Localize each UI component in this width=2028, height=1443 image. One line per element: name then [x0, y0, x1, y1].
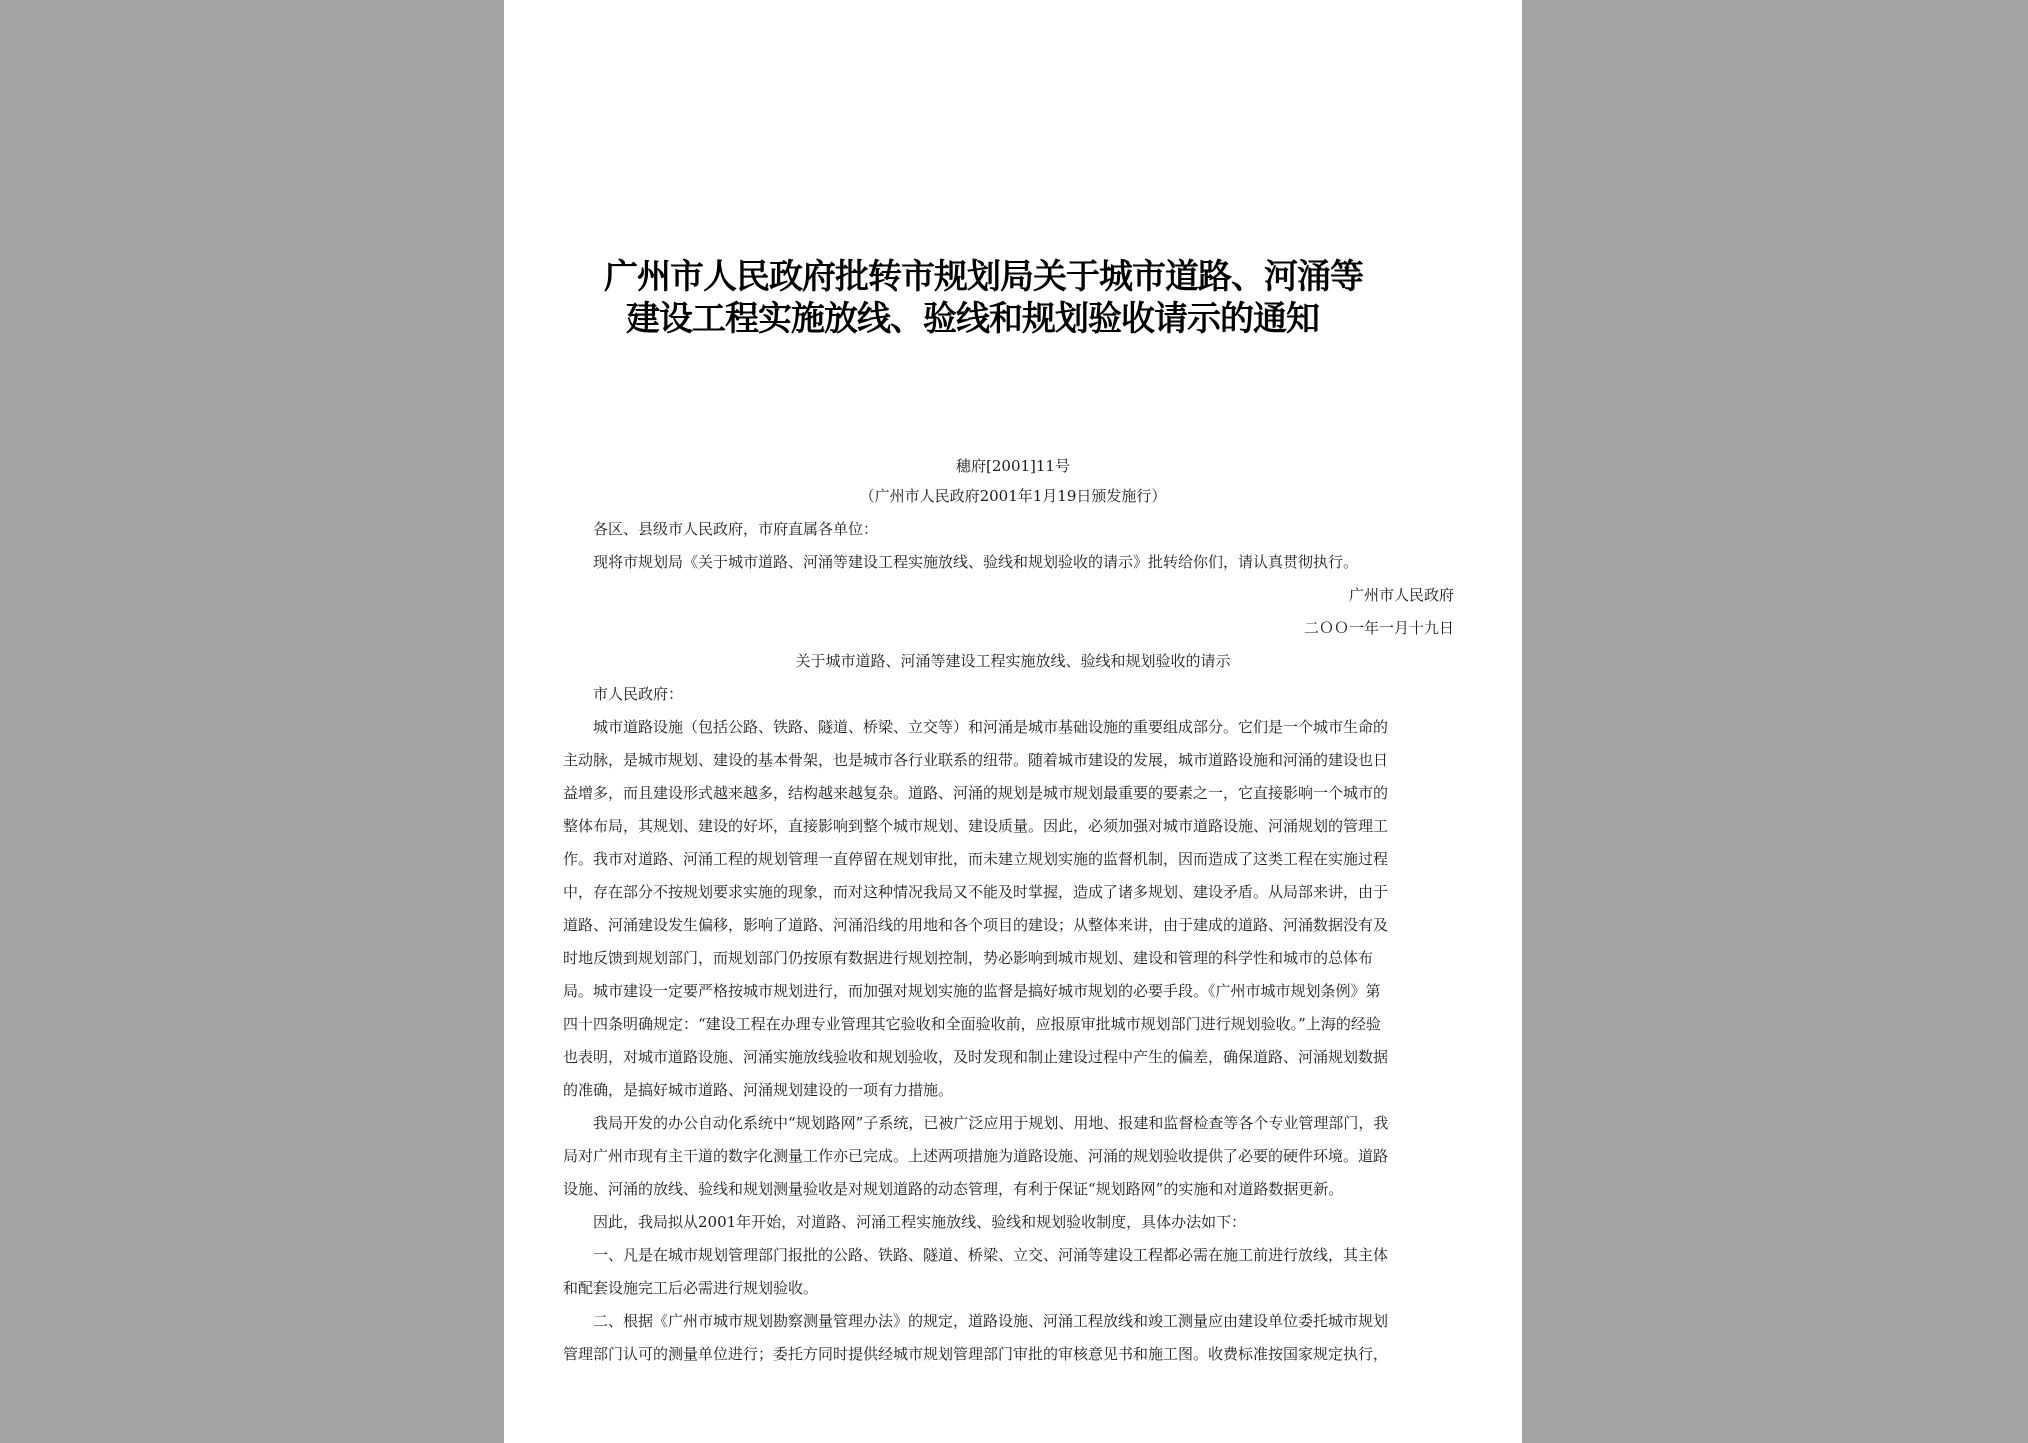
- body-line: 设施、河涌的放线、验线和规划测量验收是对规划道路的动态管理，有利于保证“规划路网”的实施和对道路数据更新。: [563, 1180, 1344, 1198]
- addressee: 市人民政府：: [593, 685, 684, 703]
- body-line: 局。城市建设一定要严格按城市规划进行，而加强对规划实施的监督是搞好城市规划的必要手段。《广州市城市规划条例》第: [563, 982, 1381, 1000]
- title-line-1: 广州市人民政府批转市规划局关于城市道路、河涌等: [604, 257, 1363, 297]
- body-line: 道路、河涌建设发生偏移，影响了道路、河涌沿线的用地和各个项目的建设；从整体来讲，由于建成的道路、河涌数据没有及: [563, 916, 1389, 934]
- body-line: 一、凡是在城市规划管理部门报批的公路、铁路、隧道、桥梁、立交、河涌等建设工程都必需在施工前进行放线，其主体: [593, 1246, 1389, 1264]
- body-line: 和配套设施完工后必需进行规划验收。: [563, 1279, 819, 1297]
- document-title: [604, 256, 1384, 340]
- body-line: 管理部门认可的测量单位进行；委托方同时提供经城市规划管理部门审批的审核意见书和施工图。收费标准按国家规定执行，: [563, 1345, 1389, 1363]
- body-line: 我局开发的办公自动化系统中“规划路网”子系统，已被广泛应用于规划、用地、报建和监督检查等各个专业管理部门，我: [593, 1114, 1389, 1132]
- body-line: 因此，我局拟从2001年开始，对道路、河涌工程实施放线、验线和规划验收制度，具体办法如下：: [593, 1213, 1247, 1231]
- title-line-2: 建设工程实施放线、验线和规划验收请示的通知: [626, 299, 1319, 339]
- body-line: 局对广州市现有主干道的数字化测量工作亦已完成。上述两项措施为道路设施、河涌的规划验收提供了必要的硬件环境。道路: [563, 1147, 1389, 1165]
- body-line: 整体布局，其规划、建设的好坏，直接影响到整个城市规划、建设质量。因此，必须加强对城市道路设施、河涌规划的管理工: [563, 817, 1389, 835]
- sign-date: 二ＯＯ一年一月十九日: [1303, 619, 1454, 637]
- request-title: 关于城市道路、河涌等建设工程实施放线、验线和规划验收的请示: [795, 652, 1231, 670]
- forward-text: 现将市规划局《关于城市道路、河涌等建设工程实施放线、验线和规划验收的请示》批转给你们，请认真贯彻执行。: [593, 553, 1359, 571]
- body-line: 四十四条明确规定：“建设工程在办理专业管理其它验收和全面验收前，应报原审批城市规划部门进行规划验收。”上海的经验: [563, 1015, 1381, 1033]
- body-line: 的准确，是搞好城市道路、河涌规划建设的一项有力措施。: [563, 1081, 954, 1099]
- body-line: 作。我市对道路、河涌工程的规划管理一直停留在规划审批，而未建立规划实施的监督机制，因而造成了这类工程在实施过程: [563, 850, 1389, 868]
- body-line: 中，存在部分不按规划要求实施的现象，而对这种情况我局又不能及时掌握，造成了诸多规划、建设矛盾。从局部来讲，由于: [563, 883, 1389, 901]
- body-line: 益增多，而且建设形式越来越多，结构越来越复杂。道路、河涌的规划是城市规划最重要的要素之一，它直接影响一个城市的: [563, 784, 1389, 802]
- body-line: 二、根据《广州市城市规划勘察测量管理办法》的规定，道路设施、河涌工程放线和竣工测量应由建设单位委托城市规划: [593, 1312, 1389, 1330]
- body-line: 主动脉，是城市规划、建设的基本骨架，也是城市各行业联系的纽带。随着城市建设的发展，城市道路设施和河涌的建设也日: [563, 751, 1389, 769]
- recipients: 各区、县级市人民政府，市府直属各单位：: [593, 520, 879, 538]
- issue-note: （广州市人民政府2001年1月19日颁发施行）: [859, 487, 1167, 505]
- body-line: 城市道路设施（包括公路、铁路、隧道、桥梁、立交等）和河涌是城市基础设施的重要组成部分。它们是一个城市生命的: [593, 718, 1389, 736]
- body-line: 也表明，对城市道路设施、河涌实施放线验收和规划验收，及时发现和制止建设过程中产生的偏差，确保道路、河涌规划数据: [563, 1048, 1389, 1066]
- document-page: [504, 0, 1522, 1443]
- document-number: 穗府[2001]11号: [956, 457, 1070, 475]
- signatory: 广州市人民政府: [1348, 586, 1454, 604]
- body-line: 时地反馈到规划部门，而规划部门仍按原有数据进行规划控制，势必影响到城市规划、建设和管理的科学性和城市的总体布: [563, 949, 1374, 967]
